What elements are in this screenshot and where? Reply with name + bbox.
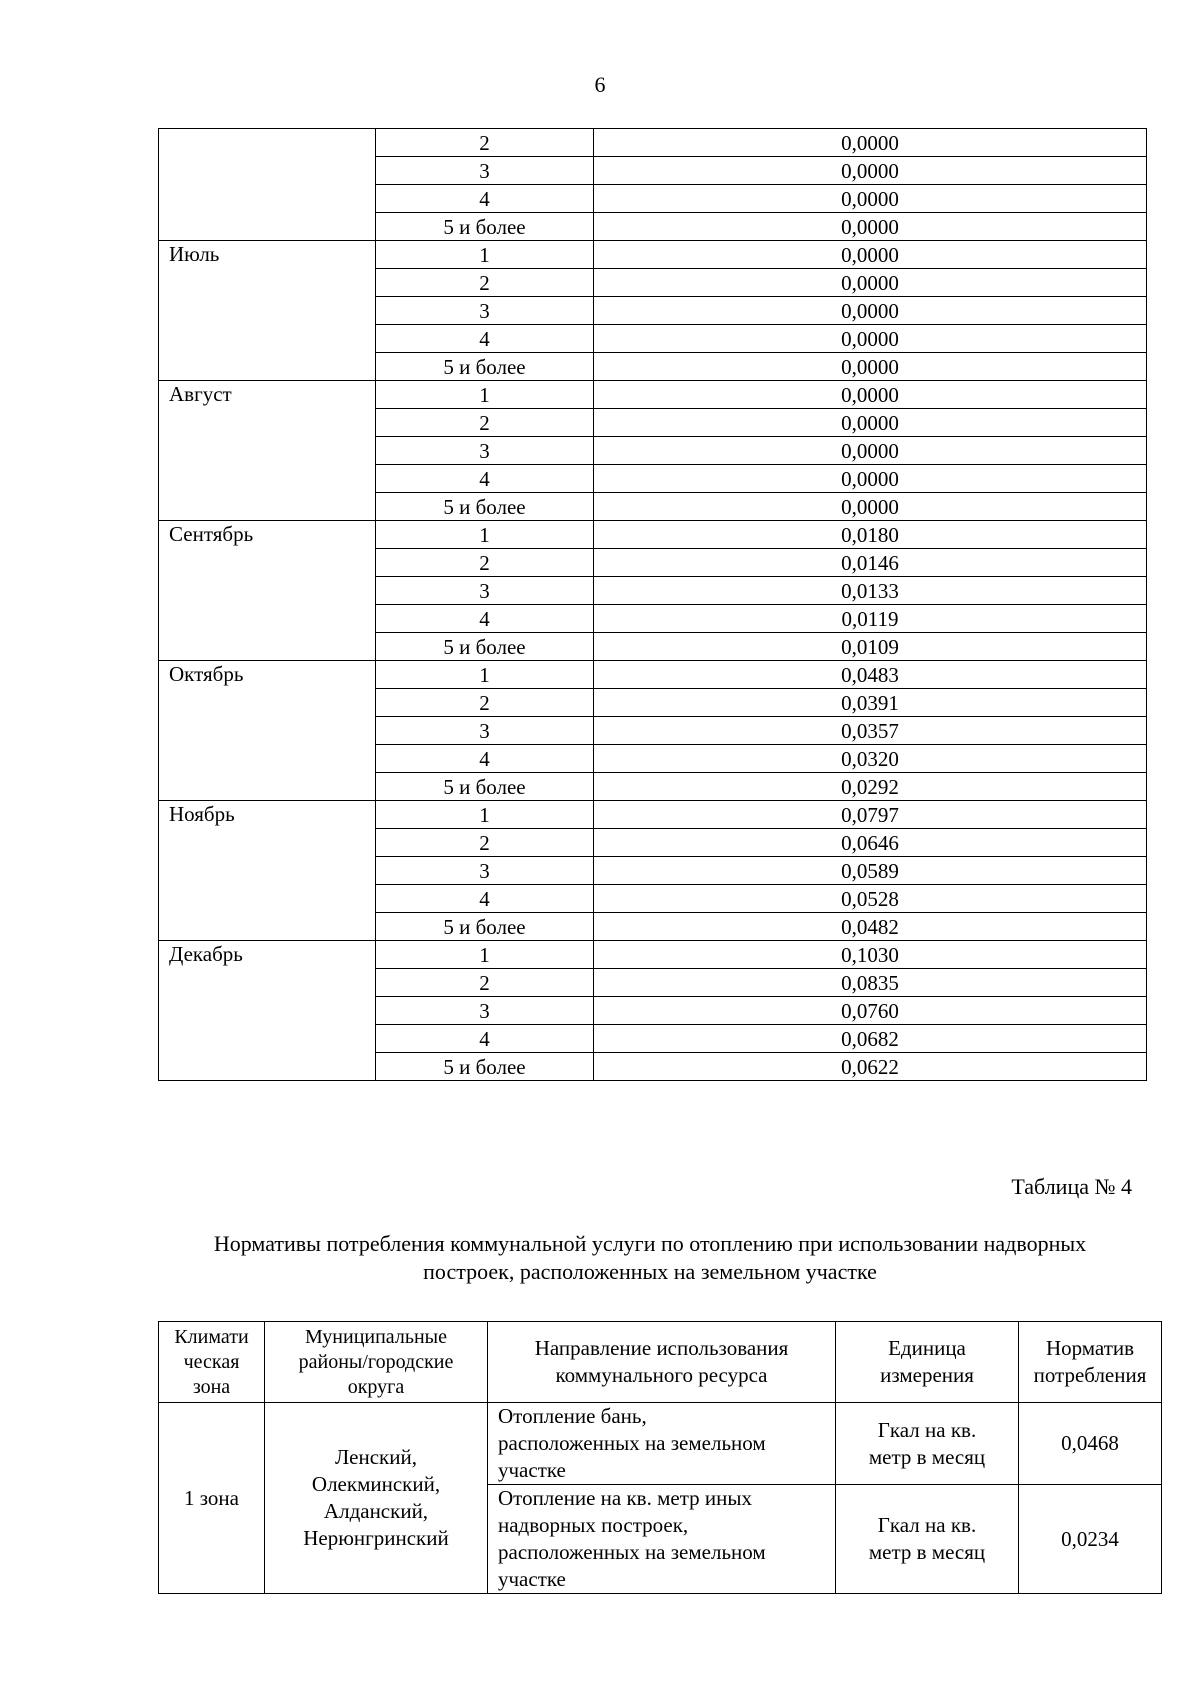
table-row — [159, 801, 1147, 829]
month-cell: Июль — [159, 241, 376, 381]
norm-value-cell: 0,0109 — [594, 633, 1147, 661]
rooms-cell: 3 — [376, 297, 594, 325]
table-4-label: Таблица № 4 — [1011, 1174, 1132, 1199]
rooms-cell: 1 — [376, 521, 594, 549]
rooms-cell: 3 — [376, 857, 594, 885]
header-direction: Направление использования коммунального ресурса — [488, 1322, 836, 1403]
norm-value-cell: 0,0180 — [594, 521, 1147, 549]
norm-value-cell: 0,0357 — [594, 717, 1147, 745]
direction-cell: Отопление бань, расположенных на земельном участке — [488, 1403, 836, 1485]
rooms-cell: 2 — [376, 409, 594, 437]
rooms-cell: 2 — [376, 269, 594, 297]
table-row — [159, 1403, 1162, 1485]
norm-value-cell: 0,0000 — [594, 269, 1147, 297]
table-row — [159, 661, 1147, 689]
rooms-cell: 3 — [376, 717, 594, 745]
norm-value-cell: 0,0234 — [1019, 1485, 1162, 1594]
rooms-cell: 1 — [376, 381, 594, 409]
norm-value-cell: 0,0000 — [594, 409, 1147, 437]
norm-value-cell: 0,0622 — [594, 1053, 1147, 1081]
heating-norms-table-body — [159, 129, 1147, 1081]
rooms-cell: 2 — [376, 549, 594, 577]
table-4-title-line: Нормативы потребления коммунальной услуги по отоплению при использовании надворных — [213, 1231, 1087, 1256]
header-districts: Муниципальные районы/городские округа — [265, 1322, 488, 1403]
direction-cell: Отопление на кв. метр иных надворных построек, расположенных на земельном участке — [488, 1485, 836, 1594]
norm-value-cell: 0,0682 — [594, 1025, 1147, 1053]
table-4-title — [150, 1230, 1150, 1286]
norm-value-cell: 0,0482 — [594, 913, 1147, 941]
table-row — [159, 381, 1147, 409]
norm-value-cell: 0,0000 — [594, 325, 1147, 353]
norm-value-cell: 0,0646 — [594, 829, 1147, 857]
table-row — [159, 941, 1147, 969]
month-cell: Август — [159, 381, 376, 521]
norm-value-cell: 0,0000 — [594, 185, 1147, 213]
rooms-cell: 5 и более — [376, 913, 594, 941]
norm-value-cell: 0,0589 — [594, 857, 1147, 885]
norm-value-cell: 0,0000 — [594, 381, 1147, 409]
norm-value-cell: 0,0000 — [594, 129, 1147, 157]
districts-cell: Ленский, Олекминский, Алданский, Нерюнгринский — [265, 1403, 488, 1594]
rooms-cell: 3 — [376, 577, 594, 605]
rooms-cell: 5 и более — [376, 213, 594, 241]
rooms-cell: 4 — [376, 185, 594, 213]
norm-value-cell: 0,0292 — [594, 773, 1147, 801]
rooms-cell: 1 — [376, 661, 594, 689]
rooms-cell: 1 — [376, 241, 594, 269]
header-unit: Единица измерения — [836, 1322, 1019, 1403]
norm-value-cell: 0,0320 — [594, 745, 1147, 773]
table-row — [159, 241, 1147, 269]
unit-cell: Гкал на кв. метр в месяц — [836, 1403, 1019, 1485]
norm-value-cell: 0,0146 — [594, 549, 1147, 577]
month-cell: Октябрь — [159, 661, 376, 801]
rooms-cell: 1 — [376, 801, 594, 829]
rooms-cell: 5 и более — [376, 493, 594, 521]
header-norm: Норматив потребления — [1019, 1322, 1162, 1403]
month-cell: Сентябрь — [159, 521, 376, 661]
norm-value-cell: 0,0000 — [594, 493, 1147, 521]
norm-value-cell: 0,0000 — [594, 157, 1147, 185]
norm-value-cell: 0,0000 — [594, 241, 1147, 269]
rooms-cell: 4 — [376, 605, 594, 633]
rooms-cell: 4 — [376, 745, 594, 773]
rooms-cell: 2 — [376, 129, 594, 157]
norm-value-cell: 0,0119 — [594, 605, 1147, 633]
norm-value-cell: 0,1030 — [594, 941, 1147, 969]
rooms-cell: 2 — [376, 689, 594, 717]
month-cell: Декабрь — [159, 941, 376, 1081]
rooms-cell: 1 — [376, 941, 594, 969]
table-header-row — [159, 1322, 1162, 1403]
outbuilding-heating-norms-table — [158, 1321, 1162, 1594]
rooms-cell: 4 — [376, 885, 594, 913]
norm-value-cell: 0,0468 — [1019, 1403, 1162, 1485]
norm-value-cell: 0,0000 — [594, 213, 1147, 241]
unit-cell: Гкал на кв. метр в месяц — [836, 1485, 1019, 1594]
norm-value-cell: 0,0000 — [594, 437, 1147, 465]
norm-value-cell: 0,0760 — [594, 997, 1147, 1025]
header-climate-zone: Климати ческая зона — [159, 1322, 265, 1403]
rooms-cell: 4 — [376, 1025, 594, 1053]
rooms-cell: 4 — [376, 465, 594, 493]
rooms-cell: 3 — [376, 997, 594, 1025]
norm-value-cell: 0,0528 — [594, 885, 1147, 913]
page-number: 6 — [594, 72, 606, 97]
norm-value-cell: 0,0835 — [594, 969, 1147, 997]
table-row — [159, 521, 1147, 549]
table-row — [159, 129, 1147, 157]
norm-value-cell: 0,0797 — [594, 801, 1147, 829]
rooms-cell: 3 — [376, 157, 594, 185]
norm-value-cell: 0,0000 — [594, 465, 1147, 493]
table-4-title-line: построек, расположенных на земельном участке — [423, 1259, 877, 1284]
rooms-cell: 5 и более — [376, 773, 594, 801]
rooms-cell: 2 — [376, 969, 594, 997]
month-cell: Ноябрь — [159, 801, 376, 941]
rooms-cell: 5 и более — [376, 1053, 594, 1081]
rooms-cell: 5 и более — [376, 353, 594, 381]
rooms-cell: 4 — [376, 325, 594, 353]
norm-value-cell: 0,0000 — [594, 353, 1147, 381]
climate-zone-cell: 1 зона — [159, 1403, 265, 1594]
norm-value-cell: 0,0391 — [594, 689, 1147, 717]
month-cell — [159, 129, 376, 241]
norm-value-cell: 0,0000 — [594, 297, 1147, 325]
rooms-cell: 2 — [376, 829, 594, 857]
norm-value-cell: 0,0483 — [594, 661, 1147, 689]
norm-value-cell: 0,0133 — [594, 577, 1147, 605]
rooms-cell: 3 — [376, 437, 594, 465]
heating-norms-by-month-table — [158, 128, 1147, 1081]
rooms-cell: 5 и более — [376, 633, 594, 661]
